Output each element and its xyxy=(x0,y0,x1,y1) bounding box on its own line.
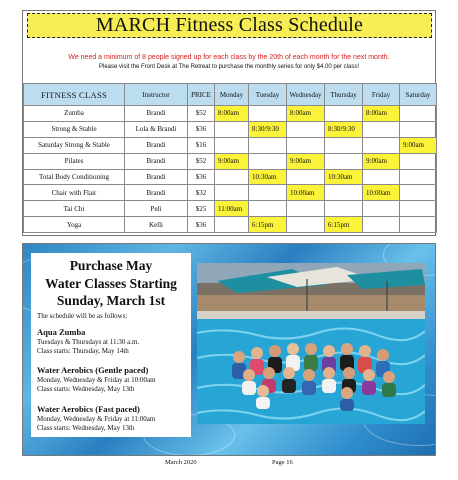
table-header-row xyxy=(24,84,437,106)
table-row xyxy=(24,106,437,122)
time-cell xyxy=(400,217,437,233)
pool-photo-illustration xyxy=(197,263,425,424)
fast-aerobics-title: Water Aerobics (Fast paced) xyxy=(37,404,140,414)
time-cell: 8:00am xyxy=(363,106,400,122)
time-cell xyxy=(215,185,249,201)
time-cell xyxy=(325,153,363,169)
time-cell xyxy=(400,169,437,185)
column-header: Friday xyxy=(363,84,400,106)
fast-aerobics-start: Class starts: Wednesday, May 13th xyxy=(37,424,135,432)
column-header: PRICE xyxy=(188,84,215,106)
column-header: Tuesday xyxy=(249,84,287,106)
gentle-aerobics-title: Water Aerobics (Gentle paced) xyxy=(37,365,149,375)
instructor-cell: Brandi xyxy=(125,169,188,185)
schedule-table xyxy=(23,83,437,233)
instructor-cell: Brandi xyxy=(125,106,188,122)
time-cell xyxy=(215,169,249,185)
time-cell xyxy=(249,185,287,201)
instructor-cell: Brandi xyxy=(125,137,188,153)
pool-group-photo xyxy=(197,263,425,424)
schedule-intro: The schedule will be as follows: xyxy=(37,312,128,320)
table-row xyxy=(24,153,437,169)
time-cell xyxy=(400,106,437,122)
time-cell: 10:00am xyxy=(363,185,400,201)
gentle-aerobics-time: Monday, Wednesday & Friday at 10:00am xyxy=(37,376,156,384)
time-cell xyxy=(287,169,325,185)
time-cell: 10:00am xyxy=(287,185,325,201)
time-cell xyxy=(215,217,249,233)
purchase-notice: Please visit the Front Desk at The Retreat to purchase the monthly series for only $4.00 per class! xyxy=(98,64,359,70)
price-cell: $16 xyxy=(188,137,215,153)
time-cell xyxy=(400,201,437,217)
price-cell: $52 xyxy=(188,106,215,122)
time-cell xyxy=(287,137,325,153)
instructor-cell: Brandi xyxy=(125,153,188,169)
table-row xyxy=(24,169,437,185)
time-cell xyxy=(363,121,400,137)
time-cell xyxy=(215,121,249,137)
price-cell: $36 xyxy=(188,217,215,233)
time-cell xyxy=(325,201,363,217)
column-header: Monday xyxy=(215,84,249,106)
class-name-cell: Pilates xyxy=(24,153,125,169)
aqua-zumba-time: Tuesdays & Thursdays at 11:30 a.m. xyxy=(37,338,140,346)
time-cell xyxy=(215,137,249,153)
page-title xyxy=(27,13,432,38)
time-cell xyxy=(287,201,325,217)
time-cell: 11:00am xyxy=(215,201,249,217)
column-header: FITNESS CLASS xyxy=(24,84,125,106)
time-cell: 8:00am xyxy=(287,106,325,122)
fast-aerobics-time: Monday, Wednesday & Friday at 11:00am xyxy=(37,415,156,423)
time-cell xyxy=(363,217,400,233)
class-name-cell: Saturday Strong & Stable xyxy=(24,137,125,153)
table-row xyxy=(24,185,437,201)
price-cell: $52 xyxy=(188,153,215,169)
time-cell: 6:15pm xyxy=(325,217,363,233)
class-name-cell: Strong & Stable xyxy=(24,121,125,137)
headline-line: Purchase May xyxy=(69,258,153,273)
gentle-aerobics-start: Class starts: Wednesday, May 13th xyxy=(37,385,135,393)
time-cell: 8:30/9:30 xyxy=(325,121,363,137)
time-cell xyxy=(325,137,363,153)
class-name-cell: Total Body Conditioning xyxy=(24,169,125,185)
time-cell: 8:30/9:30 xyxy=(249,121,287,137)
time-cell: 10:30am xyxy=(325,169,363,185)
time-cell xyxy=(363,201,400,217)
time-cell: 9:00am xyxy=(363,153,400,169)
time-cell xyxy=(249,201,287,217)
instructor-cell: Brandi xyxy=(125,185,188,201)
price-cell: $36 xyxy=(188,121,215,137)
time-cell xyxy=(249,153,287,169)
footer-date: March 2020 xyxy=(165,459,197,466)
headline-line: Water Classes Starting xyxy=(45,275,177,291)
footer-page-number: Page 16 xyxy=(272,459,293,466)
signup-notice: We need a minimum of 8 people signed up for each class by the 20th of each month for the next month. xyxy=(68,54,390,61)
column-header: Instructor xyxy=(125,84,188,106)
time-cell xyxy=(249,106,287,122)
water-classes-headline xyxy=(31,257,191,310)
time-cell xyxy=(363,137,400,153)
time-cell xyxy=(325,185,363,201)
column-header: Wednesday xyxy=(287,84,325,106)
time-cell xyxy=(287,217,325,233)
table-row xyxy=(24,201,437,217)
table-row xyxy=(24,121,437,137)
time-cell: 9:00am xyxy=(400,137,437,153)
price-cell: $36 xyxy=(188,169,215,185)
aqua-zumba-title: Aqua Zumba xyxy=(37,327,86,337)
time-cell xyxy=(249,137,287,153)
time-cell: 9:00am xyxy=(215,153,249,169)
class-name-cell: Tai Chi xyxy=(24,201,125,217)
time-cell xyxy=(400,121,437,137)
aqua-zumba-start: Class starts: Thursday, May 14th xyxy=(37,347,129,355)
time-cell xyxy=(287,121,325,137)
class-name-cell: Chair with Flair xyxy=(24,185,125,201)
class-name-cell: Yoga xyxy=(24,217,125,233)
instructor-cell: Peli xyxy=(125,201,188,217)
column-header: Saturday xyxy=(400,84,437,106)
price-cell: $32 xyxy=(188,185,215,201)
class-name-cell: Zumba xyxy=(24,106,125,122)
column-header: Thursday xyxy=(325,84,363,106)
price-cell: $25 xyxy=(188,201,215,217)
page-title-text: MARCH Fitness Class Schedule xyxy=(95,14,364,36)
headline-line: Sunday, March 1st xyxy=(56,293,166,308)
time-cell: 10:30am xyxy=(249,169,287,185)
instructor-cell: Lola & Brandi xyxy=(125,121,188,137)
time-cell: 8:00am xyxy=(215,106,249,122)
time-cell xyxy=(325,106,363,122)
time-cell: 9:00am xyxy=(287,153,325,169)
time-cell xyxy=(400,153,437,169)
table-row xyxy=(24,137,437,153)
instructor-cell: Kelli xyxy=(125,217,188,233)
table-row xyxy=(24,217,437,233)
time-cell xyxy=(363,169,400,185)
time-cell: 6:15pm xyxy=(249,217,287,233)
time-cell xyxy=(400,185,437,201)
